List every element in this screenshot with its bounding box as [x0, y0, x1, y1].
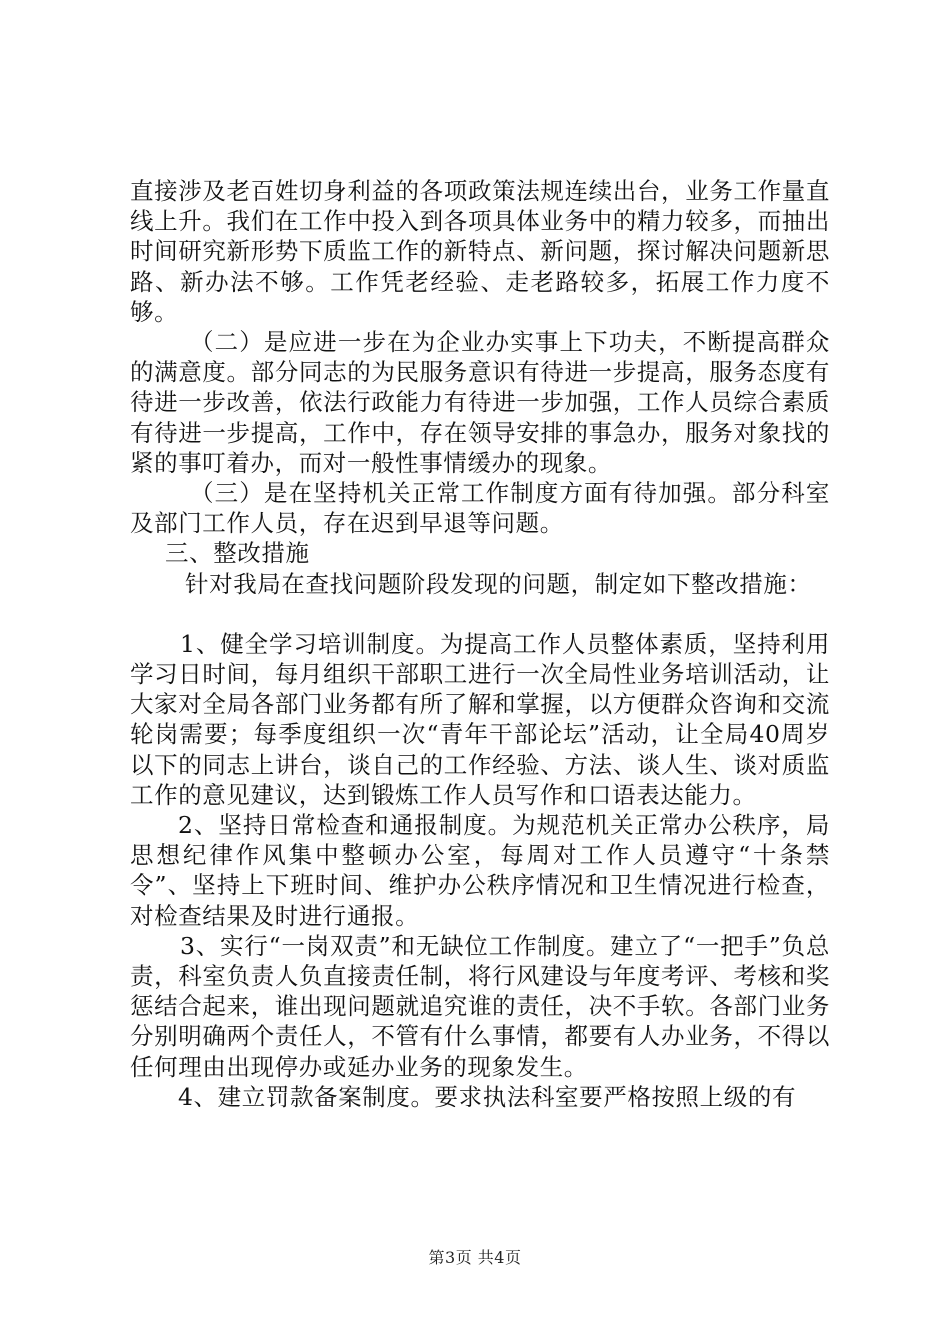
paragraph-intro: 针对我局在查找问题阶段发现的问题，制定如下整改措施： — [185, 569, 812, 598]
paragraph-issue-3: （三）是在坚持机关正常工作制度方面有待加强。部分科室及部门工作人员，存在迟到早退等问题。 — [130, 479, 830, 538]
paragraph-measure-3: 3、实行“一岗双责”和无缺位工作制度。建立了“一把手”负总责，科室负责人负直接责任制，将行风建设与年度考评、考核和奖惩结合起来，谁出现问题就追究谁的责任，决不手软。各部门业务分别明确两个责任人，不管有什么事情，都要有人办业务，不得以任何理由出现停办或延办业务的现象发生。 — [130, 931, 830, 1081]
document-body — [130, 176, 830, 1112]
paragraph-issue-2: （二）是应进一步在为企业办实事上下功夫，不断提高群众的满意度。部分同志的为民服务意识有待进一步提高，服务态度有待进一步改善，依法行政能力有待进一步加强，工作人员综合素质有待进一步提高，工作中，存在领导安排的事急办，服务对象找的紧的事叮着办，而对一般性事情缓办的现象。 — [130, 328, 830, 477]
paragraph-spacer — [130, 599, 830, 629]
section-heading: 三、整改措施 — [165, 539, 310, 568]
page-footer: 第3页 共4页 — [428, 1248, 522, 1267]
paragraph-measure-1: 1、健全学习培训制度。为提高工作人员整体素质，坚持利用学习日时间，每月组织干部职工进行一次全局性业务培训活动，让大家对全局各部门业务都有所了解和掌握，以方便群众咨询和交流轮岗需要；每季度组织一次“青年干部论坛”活动，让全局40周岁以下的同志上讲台，谈自己的工作经验、方法、谈人生、谈对质监工作的意见建议，达到锻炼工作人员写作和口语表达能力。 — [130, 629, 830, 809]
paragraph-measure-4: 4、建立罚款备案制度。要求执法科室要严格按照上级的有 — [178, 1082, 797, 1111]
paragraph-continuation: 直接涉及老百姓切身利益的各项政策法规连续出台，业务工作量直线上升。我们在工作中投入到各项具体业务中的精力较多，而抽出时间研究新形势下质监工作的新特点、新问题，探讨解决问题新思路、新办法不够。工作凭老经验、走老路较多，拓展工作力度不够。 — [130, 177, 830, 326]
paragraph-measure-2: 2、坚持日常检查和通报制度。为规范机关正常办公秩序，局思想纪律作风集中整顿办公室，每周对工作人员遵守“十条禁令”、坚持上下班时间、维护办公秩序情况和卫生情况进行检查，对检查结果及时进行通报。 — [130, 811, 830, 930]
